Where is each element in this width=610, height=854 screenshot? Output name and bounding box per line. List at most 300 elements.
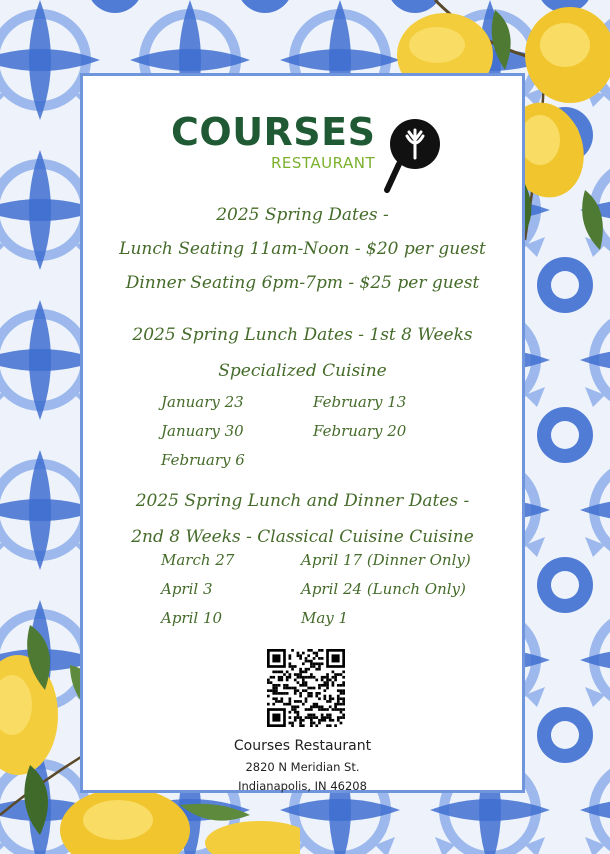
qr-module xyxy=(294,687,297,690)
qr-module xyxy=(272,692,275,695)
qr-module xyxy=(313,662,316,665)
qr-module xyxy=(326,700,329,703)
qr-module xyxy=(294,665,297,668)
qr-module xyxy=(332,671,335,674)
qr-module xyxy=(297,673,300,676)
qr-module xyxy=(267,681,270,684)
qr-module xyxy=(315,705,318,708)
qr-module xyxy=(323,697,326,700)
qr-module xyxy=(342,697,345,700)
qr-module xyxy=(278,679,281,682)
qr-module xyxy=(321,662,324,665)
qr-module xyxy=(305,697,308,700)
qr-module xyxy=(280,692,283,695)
qr-module xyxy=(302,703,305,706)
qr-module xyxy=(275,684,278,687)
qr-module xyxy=(321,679,324,682)
qr-module xyxy=(326,714,329,717)
qr-module xyxy=(318,662,321,665)
section2-date: April 24 (Lunch Only) xyxy=(301,580,466,598)
qr-module xyxy=(302,679,305,682)
qr-module xyxy=(280,676,283,679)
qr-module xyxy=(275,671,278,674)
restaurant-logo xyxy=(171,110,441,190)
qr-module xyxy=(310,649,313,652)
qr-module xyxy=(342,708,345,711)
qr-module xyxy=(291,668,294,671)
qr-module xyxy=(315,716,318,719)
qr-module xyxy=(283,687,286,690)
qr-module xyxy=(270,676,273,679)
qr-module xyxy=(272,676,275,679)
qr-module xyxy=(299,716,302,719)
qr-module xyxy=(315,679,318,682)
qr-module xyxy=(275,700,278,703)
qr-module xyxy=(334,703,337,706)
qr-module xyxy=(291,705,294,708)
qr-module xyxy=(318,692,321,695)
qr-module xyxy=(342,676,345,679)
qr-module xyxy=(315,703,318,706)
qr-module xyxy=(297,676,300,679)
qr-module xyxy=(275,692,278,695)
qr-module xyxy=(313,703,316,706)
qr-module xyxy=(286,703,289,706)
qr-module xyxy=(329,716,332,719)
qr-module xyxy=(280,671,283,674)
section1-heading-2: Specialized Cuisine xyxy=(218,361,387,381)
qr-module xyxy=(315,662,318,665)
qr-module xyxy=(334,708,337,711)
qr-module xyxy=(321,719,324,722)
section2-heading-1: 2025 Spring Lunch and Dinner Dates - xyxy=(135,491,470,511)
qr-module xyxy=(270,689,273,692)
qr-module xyxy=(289,716,292,719)
qr-module xyxy=(297,711,300,714)
qr-module xyxy=(272,687,275,690)
qr-module xyxy=(305,684,308,687)
qr-module xyxy=(299,676,302,679)
qr-module xyxy=(310,716,313,719)
tile-motif xyxy=(551,721,579,749)
qr-module xyxy=(340,711,343,714)
qr-module xyxy=(321,649,324,652)
qr-module xyxy=(334,676,337,679)
qr-module xyxy=(286,692,289,695)
qr-module xyxy=(294,700,297,703)
qr-module xyxy=(291,708,294,711)
qr-module xyxy=(337,684,340,687)
qr-module xyxy=(340,692,343,695)
tile-motif xyxy=(87,0,143,13)
qr-module xyxy=(329,705,332,708)
qr-module xyxy=(307,676,310,679)
qr-module xyxy=(299,673,302,676)
qr-module xyxy=(342,703,345,706)
qr-module xyxy=(297,681,300,684)
qr-module xyxy=(302,724,305,727)
qr-module xyxy=(313,722,316,725)
qr-module xyxy=(310,662,313,665)
qr-module xyxy=(283,684,286,687)
qr-module xyxy=(272,684,275,687)
qr-module xyxy=(294,673,297,676)
logo-main-text: COURSES xyxy=(171,110,376,154)
skillet-fork-icon xyxy=(383,116,443,194)
qr-module xyxy=(337,716,340,719)
section2-date: April 3 xyxy=(161,580,213,598)
qr-module xyxy=(289,711,292,714)
qr-module xyxy=(297,714,300,717)
qr-module xyxy=(337,695,340,698)
qr-module xyxy=(278,700,281,703)
qr-module xyxy=(318,665,321,668)
qr-module xyxy=(291,722,294,725)
qr-module xyxy=(275,687,278,690)
qr-module xyxy=(313,716,316,719)
qr-module xyxy=(318,668,321,671)
section1-date: February 13 xyxy=(313,393,407,411)
qr-module xyxy=(323,684,326,687)
qr-module xyxy=(313,676,316,679)
qr-module xyxy=(332,719,335,722)
qr-module xyxy=(337,697,340,700)
qr-module xyxy=(289,654,292,657)
qr-module xyxy=(310,708,313,711)
qr-module xyxy=(291,665,294,668)
qr-module xyxy=(321,684,324,687)
logo-sub-text: RESTAURANT xyxy=(271,154,376,172)
qr-module xyxy=(310,660,313,663)
qr-module xyxy=(294,716,297,719)
qr-module xyxy=(326,708,329,711)
qr-module xyxy=(332,676,335,679)
qr-module xyxy=(340,703,343,706)
qr-module xyxy=(329,697,332,700)
qr-module xyxy=(310,692,313,695)
qr-module xyxy=(321,676,324,679)
qr-module xyxy=(329,679,332,682)
qr-module xyxy=(272,654,280,662)
qr-module xyxy=(267,689,270,692)
qr-module xyxy=(283,692,286,695)
qr-module xyxy=(323,676,326,679)
qr-module xyxy=(286,679,289,682)
qr-module xyxy=(305,708,308,711)
qr-module xyxy=(340,708,343,711)
section2-heading-2: 2nd 8 Weeks - Classical Cuisine Cuisine xyxy=(131,527,474,547)
qr-module xyxy=(321,708,324,711)
qr-module xyxy=(302,681,305,684)
qr-module xyxy=(286,687,289,690)
qr-module xyxy=(278,692,281,695)
qr-module xyxy=(315,668,318,671)
qr-module xyxy=(323,695,326,698)
qr-module xyxy=(323,689,326,692)
qr-module xyxy=(289,657,292,660)
qr-module xyxy=(289,697,292,700)
qr-module xyxy=(334,679,337,682)
qr-module xyxy=(342,700,345,703)
qr-module xyxy=(307,660,310,663)
qr-module xyxy=(289,676,292,679)
qr-module xyxy=(267,679,270,682)
qr-module xyxy=(326,676,329,679)
qr-module xyxy=(318,719,321,722)
qr-module xyxy=(315,695,318,698)
qr-module xyxy=(337,703,340,706)
qr-module xyxy=(302,662,305,665)
qr-module xyxy=(321,657,324,660)
qr-module xyxy=(329,719,332,722)
qr-module xyxy=(299,724,302,727)
qr-module xyxy=(289,722,292,725)
qr-module xyxy=(310,705,313,708)
intro-line-1: 2025 Spring Dates - xyxy=(216,205,389,225)
qr-module xyxy=(337,700,340,703)
qr-module xyxy=(297,700,300,703)
intro-line-2: Lunch Seating 11am-Noon - $20 per guest xyxy=(119,239,486,259)
qr-module xyxy=(291,724,294,727)
menu-card xyxy=(80,73,525,793)
qr-module xyxy=(305,681,308,684)
qr-module xyxy=(340,722,343,725)
qr-module xyxy=(315,724,318,727)
qr-module xyxy=(313,714,316,717)
qr-module xyxy=(340,689,343,692)
qr-module xyxy=(340,673,343,676)
qr-module xyxy=(313,652,316,655)
qr-module xyxy=(318,722,321,725)
qr-module xyxy=(307,695,310,698)
qr-module xyxy=(326,673,329,676)
qr-module xyxy=(334,724,337,727)
qr-module xyxy=(310,665,313,668)
qr-module xyxy=(302,671,305,674)
qr-module xyxy=(299,668,302,671)
qr-module xyxy=(321,705,324,708)
qr-module xyxy=(302,676,305,679)
qr-module xyxy=(342,681,345,684)
qr-module xyxy=(286,676,289,679)
qr-module xyxy=(329,714,332,717)
qr-module xyxy=(294,679,297,682)
qr-module xyxy=(326,681,329,684)
qr-module xyxy=(342,671,345,674)
qr-module xyxy=(299,695,302,698)
qr-module xyxy=(275,697,278,700)
qr-module xyxy=(310,676,313,679)
qr-module xyxy=(297,705,300,708)
qr-module xyxy=(332,681,335,684)
qr-module xyxy=(323,716,326,719)
section1-heading-1: 2025 Spring Lunch Dates - 1st 8 Weeks xyxy=(132,325,473,345)
qr-module xyxy=(342,692,345,695)
qr-module xyxy=(291,687,294,690)
qr-module xyxy=(267,695,270,698)
qr-module xyxy=(318,708,321,711)
qr-module xyxy=(310,719,313,722)
qr-module xyxy=(307,714,310,717)
qr-module xyxy=(305,668,308,671)
qr-module xyxy=(278,671,281,674)
qr-module xyxy=(326,724,329,727)
qr-module xyxy=(318,657,321,660)
qr-code-icon[interactable] xyxy=(267,649,345,727)
qr-module xyxy=(278,676,281,679)
qr-module xyxy=(318,684,321,687)
intro-line-3: Dinner Seating 6pm-7pm - $25 per guest xyxy=(125,273,480,293)
qr-module xyxy=(326,687,329,690)
address-city: Indianapolis, IN 46208 xyxy=(238,779,367,793)
qr-module xyxy=(280,697,283,700)
qr-module xyxy=(302,684,305,687)
qr-module xyxy=(305,689,308,692)
qr-module xyxy=(283,673,286,676)
qr-module xyxy=(294,689,297,692)
qr-module xyxy=(310,724,313,727)
qr-module xyxy=(299,719,302,722)
qr-module xyxy=(307,668,310,671)
qr-module xyxy=(340,716,343,719)
qr-module xyxy=(299,692,302,695)
qr-module xyxy=(318,687,321,690)
qr-module xyxy=(267,703,270,706)
qr-module xyxy=(289,700,292,703)
qr-module xyxy=(299,722,302,725)
qr-module xyxy=(337,673,340,676)
qr-module xyxy=(289,662,292,665)
qr-module xyxy=(310,722,313,725)
qr-module xyxy=(321,714,324,717)
qr-module xyxy=(305,657,308,660)
qr-module xyxy=(297,689,300,692)
qr-module xyxy=(310,687,313,690)
qr-module xyxy=(278,684,281,687)
qr-module xyxy=(294,692,297,695)
section2-date: May 1 xyxy=(301,609,349,627)
qr-module xyxy=(332,697,335,700)
qr-module xyxy=(272,714,280,722)
qr-module xyxy=(289,673,292,676)
qr-module xyxy=(342,684,345,687)
qr-module xyxy=(305,660,308,663)
qr-module xyxy=(302,719,305,722)
qr-module xyxy=(272,703,275,706)
qr-module xyxy=(313,687,316,690)
qr-module xyxy=(294,711,297,714)
section1-date: February 20 xyxy=(313,422,407,440)
address-street: 2820 N Meridian St. xyxy=(245,760,360,774)
qr-module xyxy=(299,657,302,660)
qr-module xyxy=(307,654,310,657)
qr-module xyxy=(332,708,335,711)
qr-module xyxy=(318,697,321,700)
qr-module xyxy=(299,671,302,674)
tile-motif xyxy=(551,421,579,449)
section1-date: February 6 xyxy=(161,451,245,469)
tile-motif xyxy=(551,571,579,599)
qr-module xyxy=(291,649,294,652)
section1-date: January 30 xyxy=(161,422,244,440)
qr-module xyxy=(297,654,300,657)
qr-module xyxy=(342,716,345,719)
tile-motif xyxy=(237,0,293,13)
qr-module xyxy=(329,700,332,703)
qr-module xyxy=(337,719,340,722)
qr-module xyxy=(270,681,273,684)
qr-module xyxy=(272,671,275,674)
tile-motif xyxy=(551,271,579,299)
qr-module xyxy=(305,716,308,719)
qr-module xyxy=(297,716,300,719)
qr-module xyxy=(289,665,292,668)
qr-module xyxy=(305,700,308,703)
qr-module xyxy=(342,689,345,692)
qr-module xyxy=(326,684,329,687)
qr-module xyxy=(340,684,343,687)
qr-module xyxy=(307,649,310,652)
qr-module xyxy=(302,652,305,655)
qr-module xyxy=(313,705,316,708)
qr-module xyxy=(307,692,310,695)
qr-module xyxy=(337,689,340,692)
qr-module xyxy=(299,684,302,687)
qr-module xyxy=(310,714,313,717)
qr-module xyxy=(307,708,310,711)
qr-module xyxy=(307,716,310,719)
qr-module xyxy=(289,687,292,690)
qr-module xyxy=(313,657,316,660)
qr-module xyxy=(332,654,340,662)
qr-module xyxy=(305,676,308,679)
qr-module xyxy=(334,705,337,708)
qr-module xyxy=(315,692,318,695)
section1-date: January 23 xyxy=(161,393,244,411)
qr-module xyxy=(305,671,308,674)
qr-module xyxy=(337,708,340,711)
qr-module xyxy=(315,654,318,657)
qr-module xyxy=(289,703,292,706)
qr-module xyxy=(283,703,286,706)
qr-module xyxy=(329,724,332,727)
qr-module xyxy=(326,679,329,682)
section2-date: March 27 xyxy=(161,551,235,569)
qr-module xyxy=(299,700,302,703)
qr-module xyxy=(329,695,332,698)
qr-module xyxy=(334,673,337,676)
qr-module xyxy=(318,705,321,708)
qr-module xyxy=(280,700,283,703)
section2-date: April 10 xyxy=(161,609,223,627)
qr-module xyxy=(342,714,345,717)
qr-module xyxy=(280,679,283,682)
qr-module xyxy=(323,708,326,711)
qr-module xyxy=(297,652,300,655)
qr-module xyxy=(286,684,289,687)
qr-module xyxy=(326,716,329,719)
qr-module xyxy=(272,689,275,692)
qr-module xyxy=(272,697,275,700)
qr-module xyxy=(318,649,321,652)
address-name: Courses Restaurant xyxy=(233,738,372,754)
qr-module xyxy=(321,716,324,719)
qr-module xyxy=(313,665,316,668)
qr-module xyxy=(299,654,302,657)
qr-module xyxy=(310,695,313,698)
qr-module xyxy=(294,719,297,722)
qr-module xyxy=(275,689,278,692)
